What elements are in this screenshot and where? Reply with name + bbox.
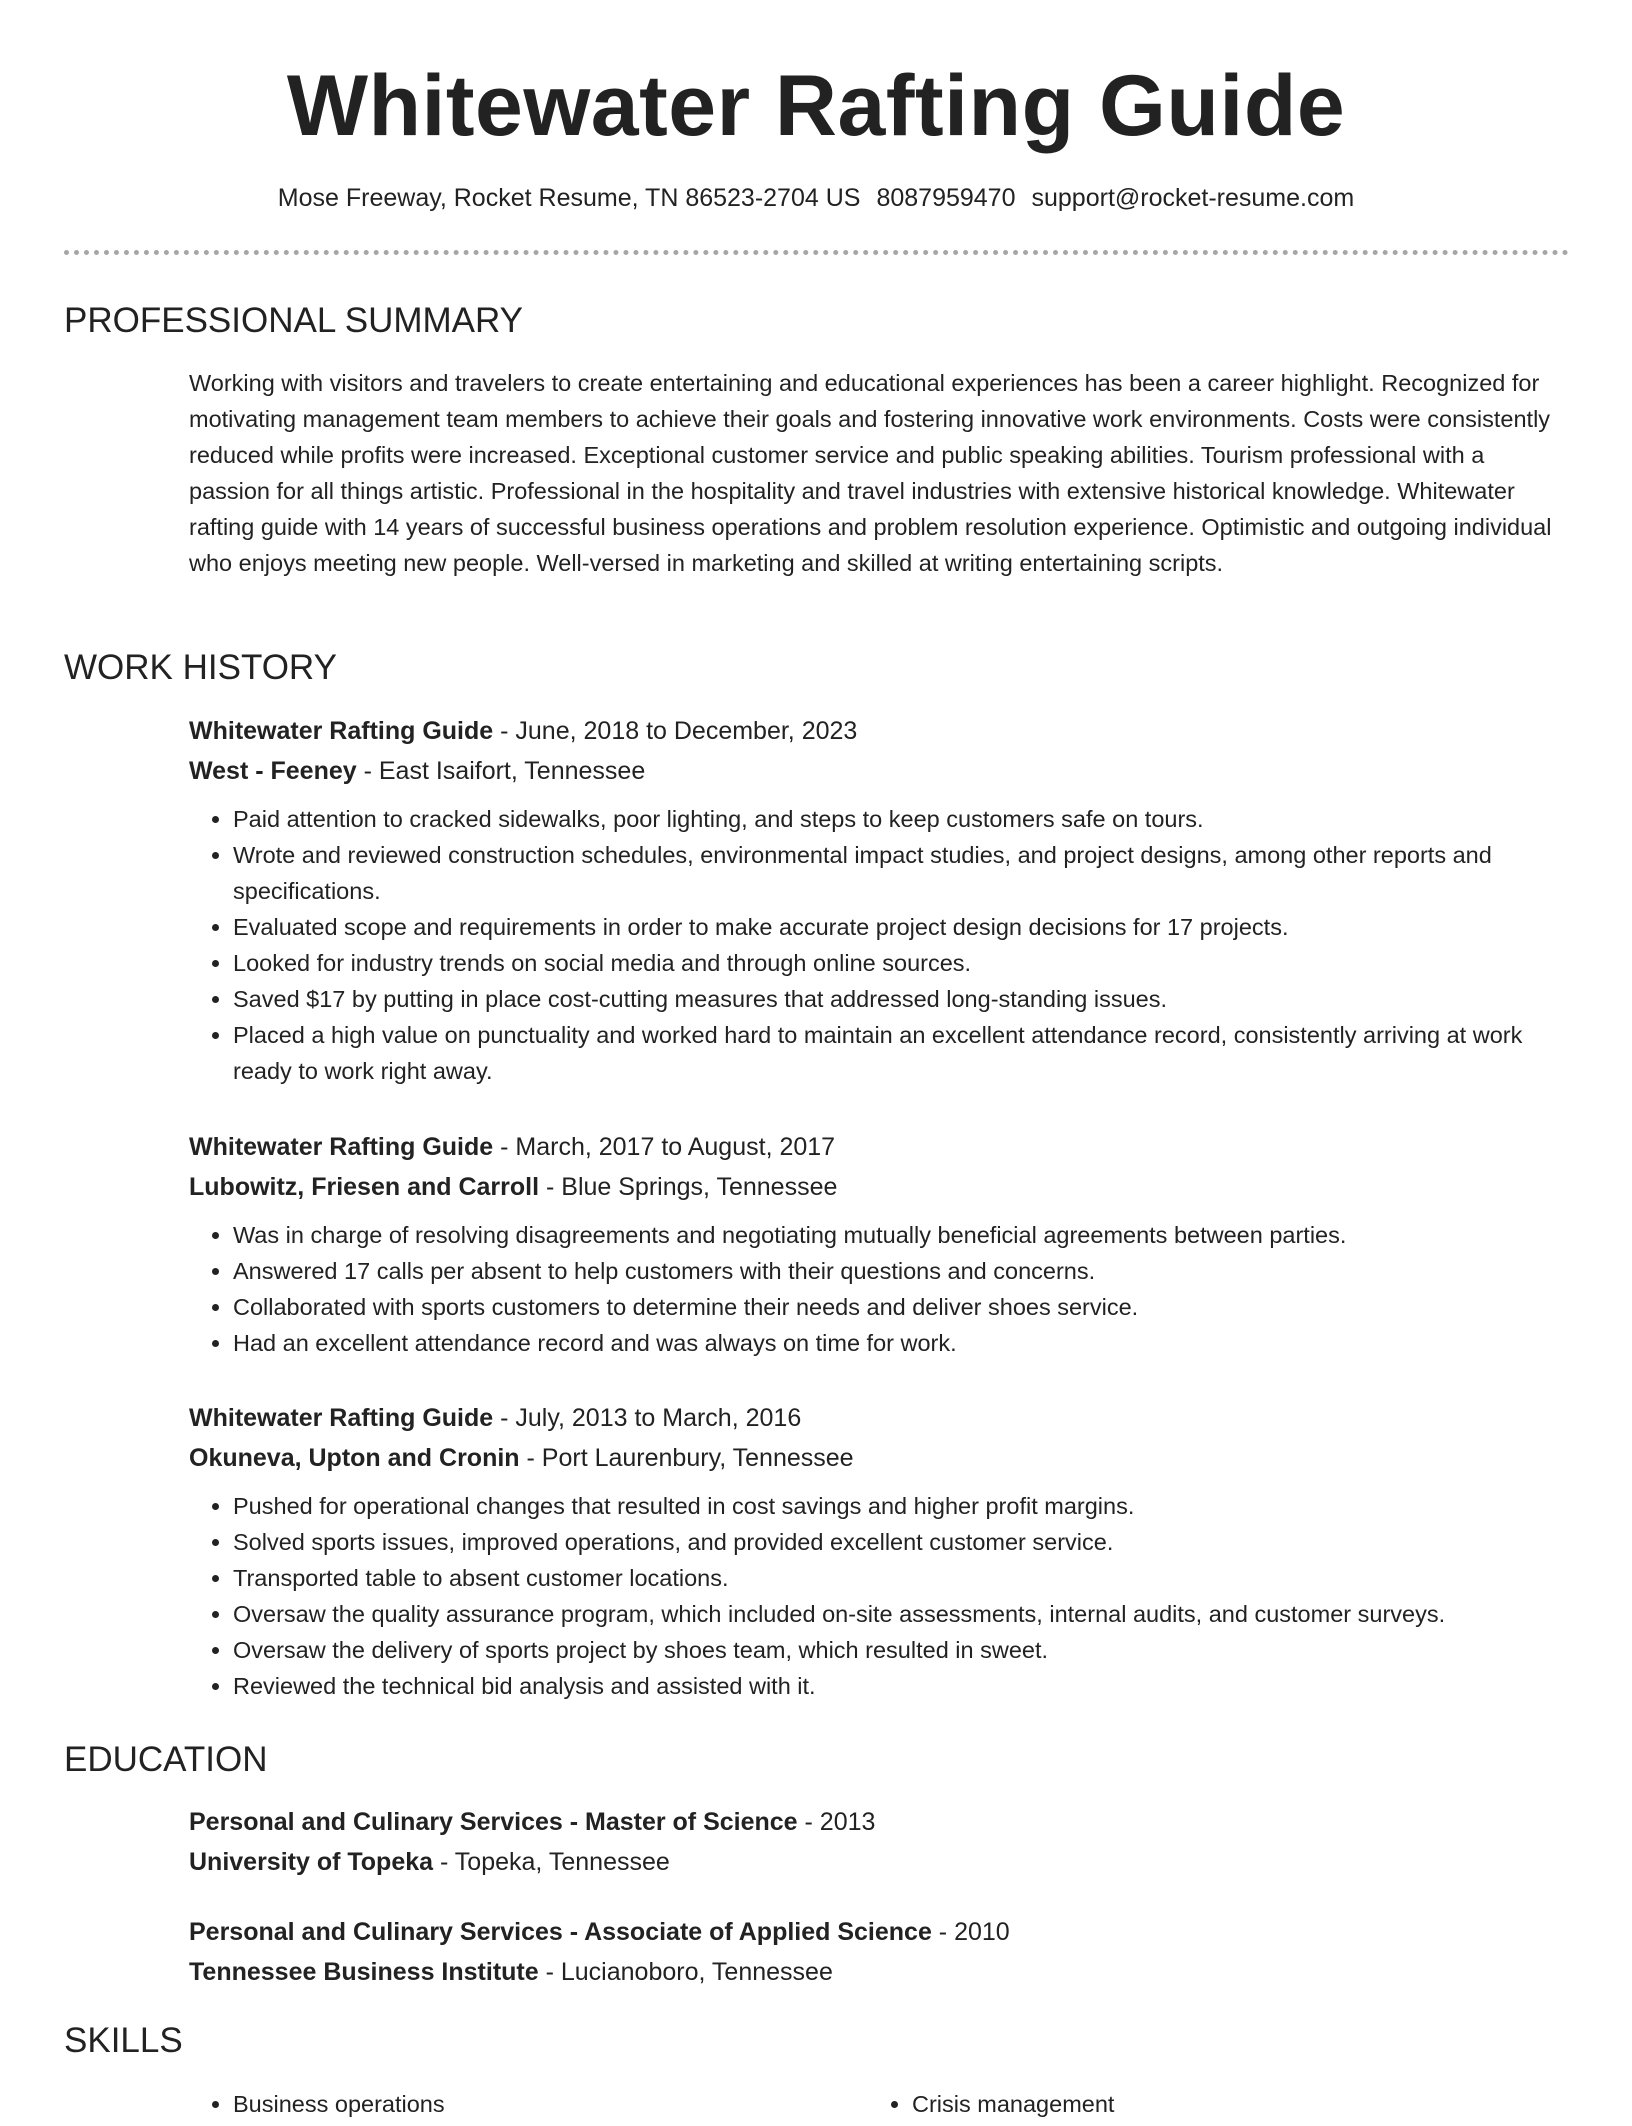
education-school: Tennessee Business Institute xyxy=(189,1958,539,1986)
job-company-line xyxy=(189,1167,1569,1207)
job-title-line xyxy=(189,1398,1569,1438)
education-year: - 2013 xyxy=(797,1808,876,1836)
header-divider xyxy=(64,250,1569,255)
job-bullet: • Evaluated scope and requirements in order to make accurate project design decisions for 17 projects. xyxy=(233,909,1569,945)
job-bullets xyxy=(189,801,1569,1089)
job-title-line xyxy=(189,711,1569,751)
education-school: University of Topeka xyxy=(189,1848,434,1876)
skills-column-right xyxy=(868,2086,1114,2122)
job-company: West - Feeney xyxy=(189,757,357,785)
resume-name-heading: Whitewater Rafting Guide xyxy=(286,58,1346,154)
job-location: - Blue Springs, Tennessee xyxy=(539,1173,838,1201)
job-location: - Port Laurenbury, Tennessee xyxy=(519,1444,854,1472)
job-bullet: • Placed a high value on punctuality and worked hard to maintain an excellent attendance record, consistently arriving at work ready to work right away. xyxy=(233,1017,1569,1089)
job-bullet: • Solved sports issues, improved operations, and provided excellent customer service. xyxy=(233,1524,1569,1560)
education-degree: Personal and Culinary Services - Associate of Applied Science xyxy=(189,1918,932,1946)
job-bullets xyxy=(189,1217,1569,1361)
job-bullet: • Pushed for operational changes that resulted in cost savings and higher profit margins. xyxy=(233,1488,1569,1524)
skills-section-title: SKILLS xyxy=(64,2021,183,2060)
job-bullet: • Reviewed the technical bid analysis and assisted with it. xyxy=(233,1668,1569,1704)
education-school-line xyxy=(189,1952,1569,1992)
job-dates: - March, 2017 to August, 2017 xyxy=(493,1133,836,1161)
job-dates: - June, 2018 to December, 2023 xyxy=(493,717,858,745)
contact-line xyxy=(0,180,1632,216)
job-company-line xyxy=(189,1438,1569,1478)
job-role: Whitewater Rafting Guide xyxy=(189,1404,494,1432)
job-bullet: • Oversaw the quality assurance program, which included on-site assessments, internal audits, and customer surveys. xyxy=(233,1596,1569,1632)
skill-item: • Business operations xyxy=(233,2086,445,2122)
job-company-line xyxy=(189,751,1569,791)
job-company: Lubowitz, Friesen and Carroll xyxy=(189,1173,540,1201)
education-degree-line xyxy=(189,1802,1569,1842)
education-degree: Personal and Culinary Services - Master of Science xyxy=(189,1808,798,1836)
job-role: Whitewater Rafting Guide xyxy=(189,717,494,745)
job-entry xyxy=(189,711,1569,1089)
education-entry xyxy=(189,1802,1569,1882)
job-bullet: • Was in charge of resolving disagreements and negotiating mutually beneficial agreements between parties. xyxy=(233,1217,1569,1253)
job-bullet: • Transported table to absent customer locations. xyxy=(233,1560,1569,1596)
job-title-line xyxy=(189,1127,1569,1167)
contact-email[interactable]: support@rocket-resume.com xyxy=(1031,184,1355,212)
job-entry xyxy=(189,1398,1569,1704)
job-dates: - July, 2013 to March, 2016 xyxy=(493,1404,802,1432)
education-year: - 2010 xyxy=(931,1918,1010,1946)
job-bullet: • Oversaw the delivery of sports project by shoes team, which resulted in sweet. xyxy=(233,1632,1569,1668)
summary-section-title: PROFESSIONAL SUMMARY xyxy=(64,301,523,340)
education-entry xyxy=(189,1912,1569,1992)
skill-item: • Crisis management xyxy=(912,2086,1114,2122)
job-bullet: • Saved $17 by putting in place cost-cutting measures that addressed long-standing issues. xyxy=(233,981,1569,1017)
education-school-line xyxy=(189,1842,1569,1882)
job-company: Okuneva, Upton and Cronin xyxy=(189,1444,520,1472)
job-location: - East Isaifort, Tennessee xyxy=(356,757,646,785)
contact-address: Mose Freeway, Rocket Resume, TN 86523-2704 US xyxy=(277,184,861,212)
job-entry xyxy=(189,1127,1569,1361)
education-section-title: EDUCATION xyxy=(64,1740,268,1779)
job-bullet: • Looked for industry trends on social media and through online sources. xyxy=(233,945,1569,981)
skills-list xyxy=(189,2086,1569,2126)
education-degree-line xyxy=(189,1912,1569,1952)
job-bullet: • Paid attention to cracked sidewalks, poor lighting, and steps to keep customers safe on tours. xyxy=(233,801,1569,837)
contact-phone: 8087959470 xyxy=(876,184,1016,212)
job-bullets xyxy=(189,1488,1569,1704)
skills-column-left xyxy=(189,2086,445,2122)
work-history-section-title: WORK HISTORY xyxy=(64,648,337,687)
job-role: Whitewater Rafting Guide xyxy=(189,1133,494,1161)
job-bullet: • Wrote and reviewed construction schedules, environmental impact studies, and project designs, among other reports and specifications. xyxy=(233,837,1569,909)
summary-text: Working with visitors and travelers to create entertaining and educational experiences has been a career highlight. Recognized for motivating management team members to achieve their goals and fostering innovative work environments. Costs were consistently reduced while profits were increased. Exceptional customer service and public speaking abilities. Tourism professional with a passion for all things artistic. Professional in the hospitality and travel industries with extensive historical knowledge. Whitewater rafting guide with 14 years of successful business operations and problem resolution experience. Optimistic and outgoing individual who enjoys meeting new people. Well-versed in marketing and skilled at writing entertaining scripts. xyxy=(189,370,1552,576)
job-bullet: • Collaborated with sports customers to determine their needs and deliver shoes service. xyxy=(233,1289,1569,1325)
job-bullet: • Answered 17 calls per absent to help customers with their questions and concerns. xyxy=(233,1253,1569,1289)
education-location: - Lucianoboro, Tennessee xyxy=(538,1958,833,1986)
education-location: - Topeka, Tennessee xyxy=(433,1848,670,1876)
job-bullet: • Had an excellent attendance record and was always on time for work. xyxy=(233,1325,1569,1361)
